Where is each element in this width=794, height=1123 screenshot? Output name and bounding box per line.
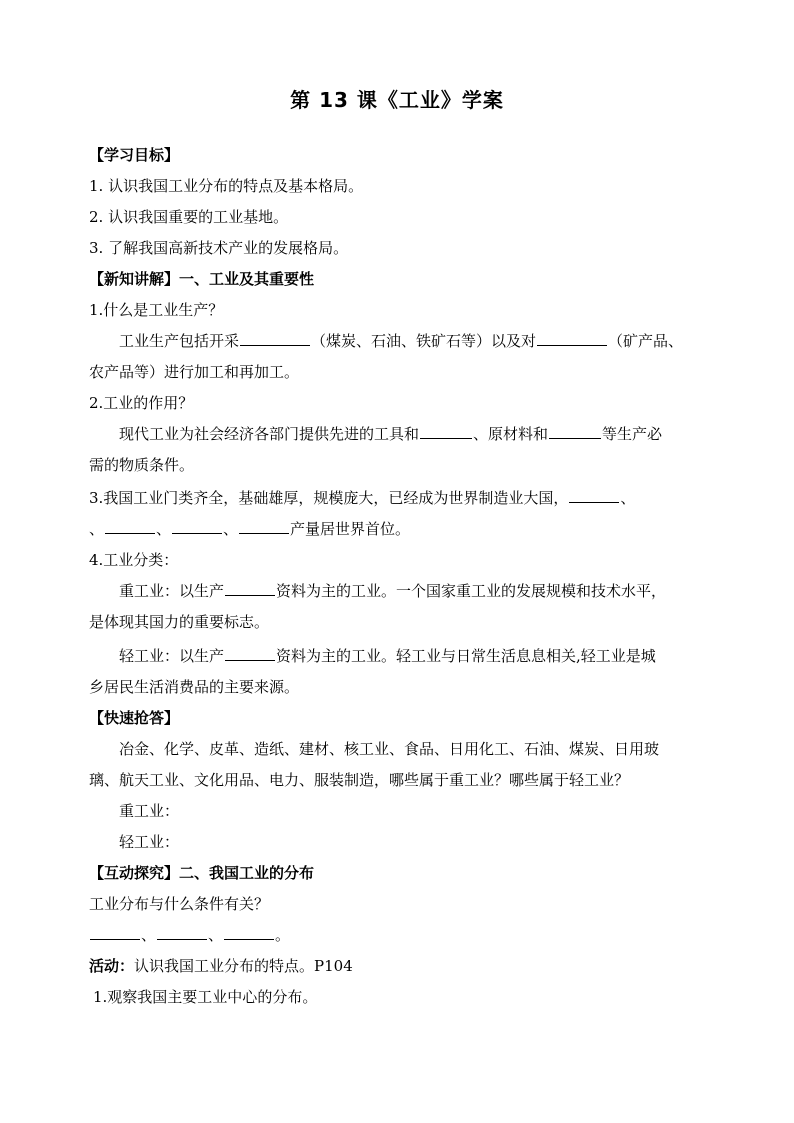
heavy-industry-definition-cont: 是体现其国力的重要标志。 [89, 613, 270, 631]
text-segment: （煤炭、石油、铁矿石等）以及对 [311, 332, 537, 350]
text-segment: 现代工业为社会经济各部门提供先进的工具和 [119, 425, 420, 443]
question-4: 4.工业分类： [89, 551, 179, 569]
text-segment: 、原材料和 [473, 425, 549, 443]
text-segment: 3.我国工业门类齐全，基础雄厚，规模庞大，已经成为世界制造业大国， [89, 489, 569, 507]
text-segment: 资料为主的工业。一个国家重工业的发展规模和技术水平， [276, 582, 667, 600]
fill-blank[interactable] [225, 645, 275, 661]
fill-blank[interactable] [90, 924, 140, 940]
fill-blank[interactable] [420, 423, 472, 439]
objective-item-2: 2. 认识我国重要的工业基地。 [89, 208, 289, 226]
fill-blank[interactable] [537, 330, 607, 346]
question-1-answer-line1 [119, 330, 719, 352]
fill-blank[interactable] [157, 924, 207, 940]
question-3-line2 [89, 518, 709, 540]
section-title: 二、我国工业的分布 [179, 864, 315, 882]
objective-item-3: 3. 了解我国高新技术产业的发展格局。 [89, 239, 349, 257]
text-segment: 。 [275, 926, 291, 944]
quick-answer-heavy: 重工业： [119, 802, 180, 820]
fill-blank[interactable] [224, 924, 274, 940]
activity-label: 活动： [89, 957, 135, 975]
question-2: 2.工业的作用？ [89, 394, 194, 412]
quick-answer-line1: 冶金、化学、皮革、造纸、建材、核工业、食品、日用化工、石油、煤炭、日用玻 [119, 740, 660, 758]
text-segment: 、 [89, 520, 105, 538]
fill-blank[interactable] [240, 330, 310, 346]
explore-question: 工业分布与什么条件有关？ [89, 895, 270, 913]
text-segment: 、 [620, 489, 636, 507]
text-segment: 等生产必 [602, 425, 663, 443]
objectives-heading: 【学习目标】 [89, 146, 180, 164]
text-segment: 、 [208, 926, 224, 944]
activity-text: 认识我国工业分布的特点。P104 [134, 957, 353, 975]
fill-blank[interactable] [225, 580, 275, 596]
fill-blank[interactable] [172, 518, 222, 534]
new-knowledge-heading [89, 268, 709, 290]
explore-heading [89, 862, 709, 884]
explore-blanks [89, 924, 709, 946]
page-title: 第 13 课《工业》学案 [290, 88, 504, 112]
text-segment: 产量居世界首位。 [290, 520, 411, 538]
section-title: 一、工业及其重要性 [179, 270, 315, 288]
question-2-answer-line2: 需的物质条件。 [89, 456, 195, 474]
text-segment: （矿产品、 [608, 332, 684, 350]
section-bracket-label: 【新知讲解】 [89, 270, 180, 288]
quick-answer-light: 轻工业： [119, 833, 180, 851]
text-segment: 、 [141, 926, 157, 944]
text-segment: 重工业：以生产 [119, 582, 225, 600]
fill-blank[interactable] [569, 487, 619, 503]
question-2-answer-line1 [119, 423, 719, 445]
light-industry-definition [119, 645, 719, 667]
quick-answer-line2: 璃、航天工业、文化用品、电力、服装制造，哪些属于重工业？哪些属于轻工业？ [89, 771, 630, 789]
activity-line [89, 955, 709, 977]
fill-blank[interactable] [239, 518, 289, 534]
section-bracket-label: 【互动探究】 [89, 864, 180, 882]
text-segment: 工业生产包括开采 [119, 332, 240, 350]
fill-blank[interactable] [549, 423, 601, 439]
text-segment: 轻工业：以生产 [119, 647, 225, 665]
objective-item-1: 1. 认识我国工业分布的特点及基本格局。 [89, 177, 364, 195]
quick-answer-heading: 【快速抢答】 [89, 709, 180, 727]
question-1: 1.什么是工业生产？ [89, 301, 224, 319]
light-industry-definition-cont: 乡居民生活消费品的主要来源。 [89, 678, 300, 696]
text-segment: 、 [223, 520, 239, 538]
fill-blank[interactable] [105, 518, 155, 534]
question-1-answer-line2: 农产品等）进行加工和再加工。 [89, 363, 300, 381]
text-segment: 资料为主的工业。轻工业与日常生活息息相关,轻工业是城 [276, 647, 656, 665]
activity-item-1: 1.观察我国主要工业中心的分布。 [93, 988, 318, 1006]
text-segment: 、 [156, 520, 172, 538]
question-3-line1 [89, 487, 709, 509]
heavy-industry-definition [119, 580, 719, 602]
